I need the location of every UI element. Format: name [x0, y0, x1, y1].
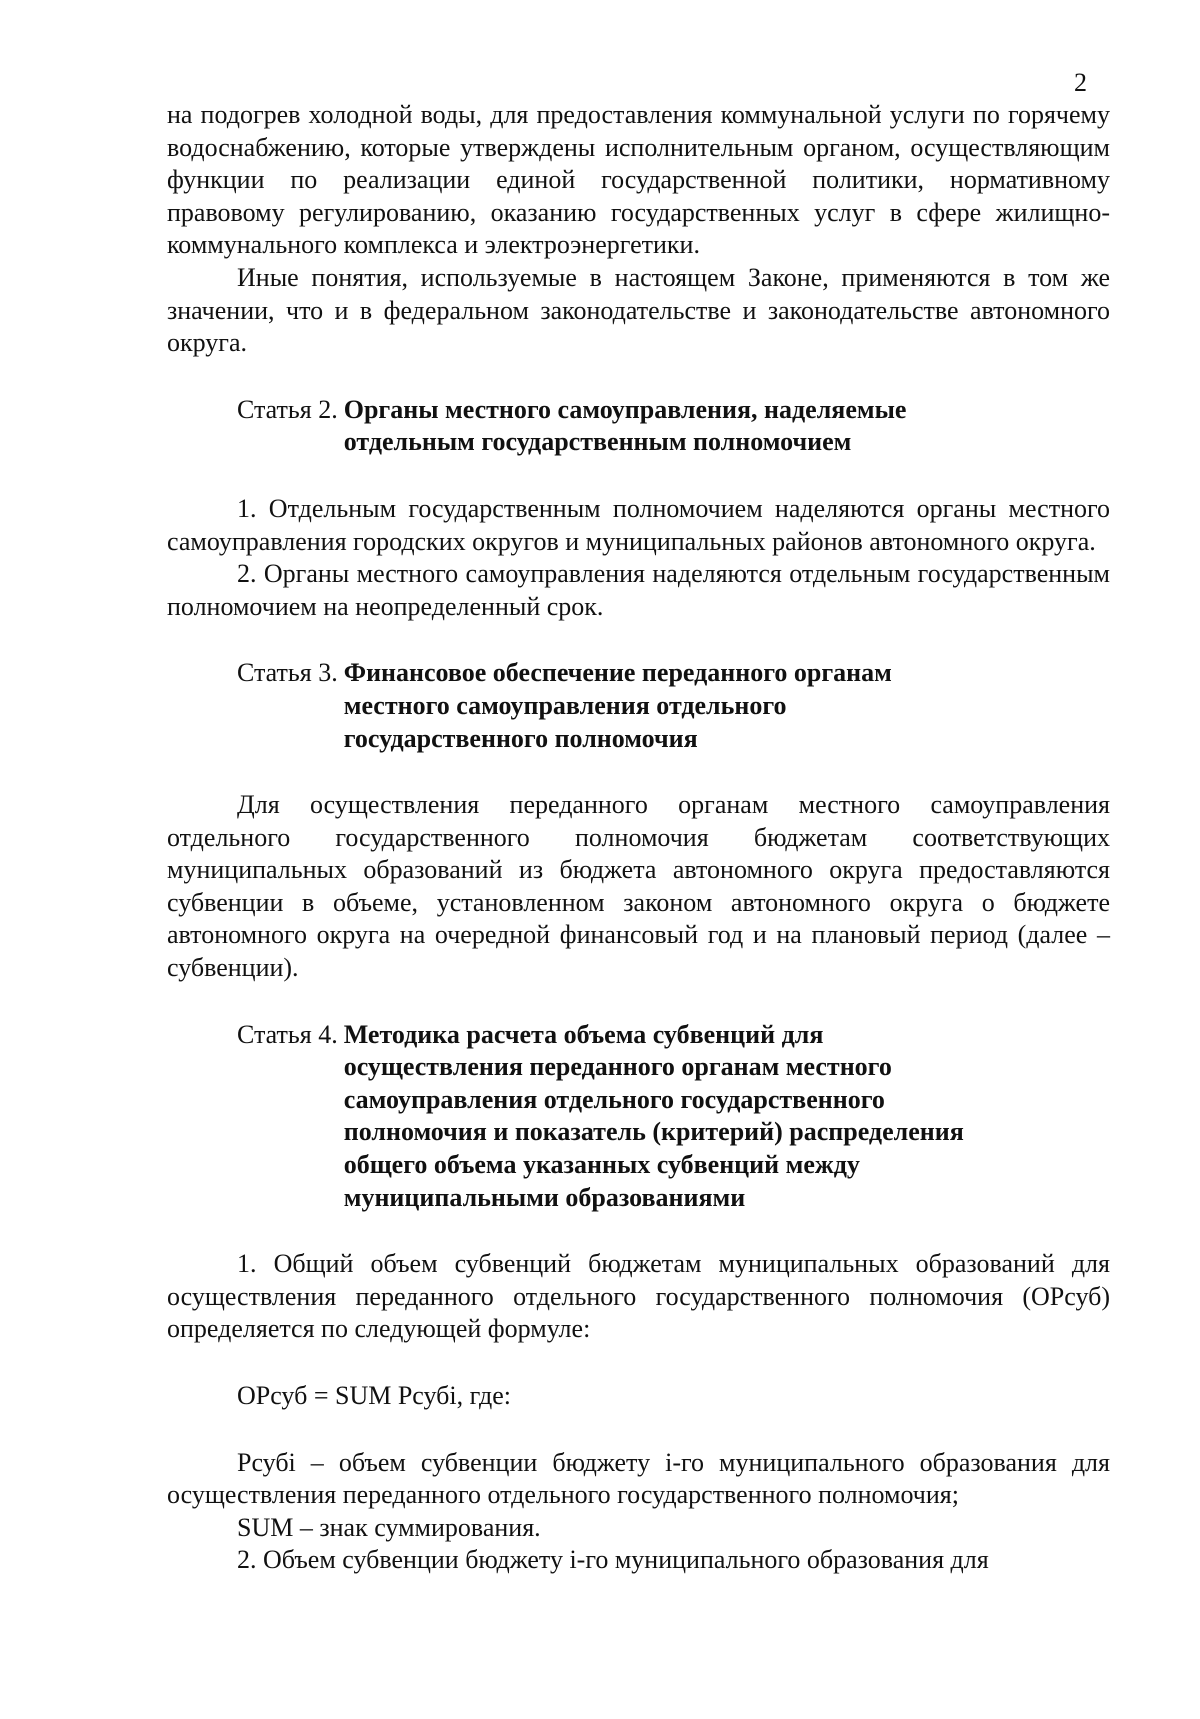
article-2-paragraph-2: 2. Органы местного самоуправления наделяются отдельным государственным полномочием на неопределенный срок.	[167, 559, 1110, 621]
article-3-title: Финансовое обеспечение переданного органам местного самоуправления отдельного государственного полномочия	[343, 658, 892, 753]
article-2-heading	[237, 394, 1110, 459]
article-3-heading	[237, 657, 1110, 755]
article-4-title: Методика расчета объема субвенций для осуществления переданного органам местного самоуправления отдельного государственного полномочия и показатель (критерий) распределения общего объема указанных субвенций между муниципальными образованиями	[343, 1019, 964, 1212]
article-4-paragraph-2: Рсубi – объем субвенции бюджету i-го муниципального образования для осуществления переданного отдельного государственного полномочия;	[167, 1447, 1110, 1510]
intro-paragraph-2: Иные понятия, используемые в настоящем Законе, применяются в том же значении, что и в федеральном законодательстве и законодательстве автономного округа.	[167, 262, 1110, 358]
article-3-number: Статья 3.	[237, 658, 338, 688]
article-2-number: Статья 2.	[237, 394, 338, 424]
formula-line: ОРсуб = SUM Рсубi, где:	[237, 1381, 511, 1410]
page-number: 2	[1074, 68, 1087, 97]
article-4-paragraph-4: 2. Объем субвенции бюджету i-го муниципального образования для	[237, 1545, 989, 1575]
article-4-paragraph-3: SUM – знак суммирования.	[237, 1512, 541, 1542]
document-body	[167, 99, 1110, 1577]
intro-paragraph-1: на подогрев холодной воды, для предоставления коммунальной услуги по горячему водоснабжению, которые утверждены исполнительным органом, осуществляющим функции по реализации единой государственной политики, нормативному правовому регулированию, оказанию государственных услуг в сфере жилищно-коммунального комплекса и электроэнергетики.	[167, 100, 1110, 260]
article-2-paragraph-1: 1. Отдельным государственным полномочием наделяются органы местного самоуправления городских округов и муниципальных районов автономного округа.	[167, 493, 1110, 556]
article-3-paragraph-1: Для осуществления переданного органам местного самоуправления отдельного государственного полномочия бюджетам соответствующих муниципальных образований из бюджета автономного округа предоставляются субвенции в объеме, установленном законом автономного округа о бюджете автономного округа на очередной финансовый год и на плановый период (далее – субвенции).	[167, 790, 1110, 983]
article-4-paragraph-1: 1. Общий объем субвенций бюджетам муниципальных образований для осуществления переданного отдельного государственного полномочия (ОРсуб) определяется по следующей формуле:	[167, 1249, 1110, 1344]
article-2-title: Органы местного самоуправления, наделяемые отдельным государственным полномочием	[343, 394, 907, 457]
article-4-heading	[237, 1019, 1110, 1215]
article-4-number: Статья 4.	[237, 1019, 338, 1049]
